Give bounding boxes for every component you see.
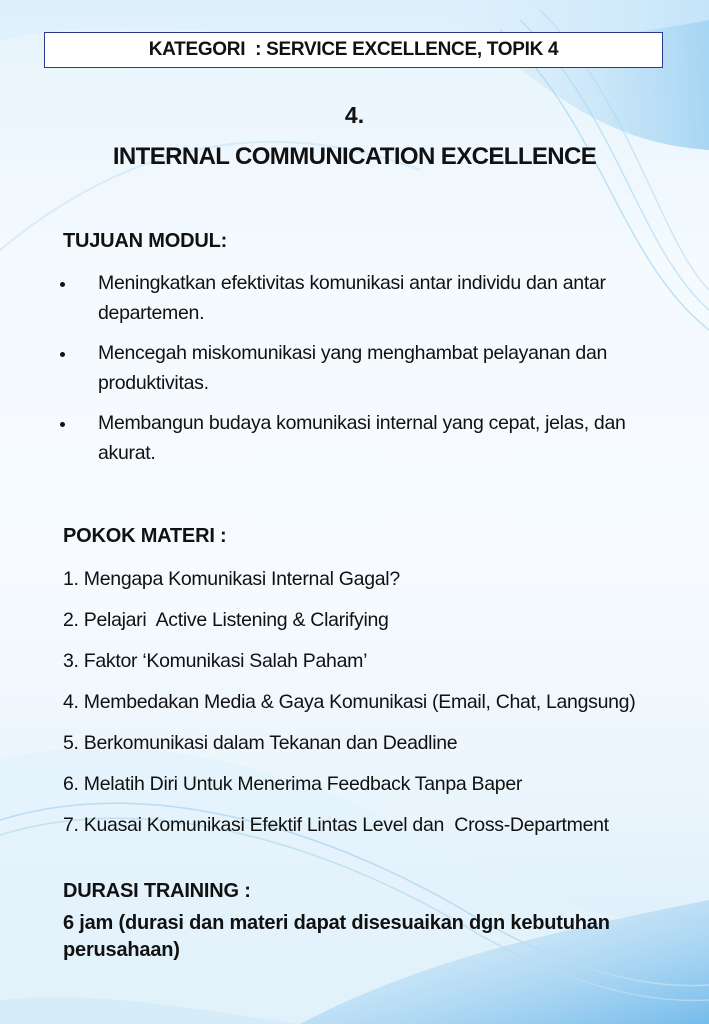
list-item <box>58 338 658 398</box>
bullet-icon <box>60 282 65 287</box>
bullet-icon <box>60 352 65 357</box>
module-title: INTERNAL COMMUNICATION EXCELLENCE <box>112 143 597 170</box>
list-item <box>58 408 658 468</box>
list-item: 2. Pelajari Active Listening & Clarifying <box>63 609 389 631</box>
category-label: KATEGORI : SERVICE EXCELLENCE, TOPIK 4 <box>148 39 559 60</box>
duration-heading: DURASI TRAINING : <box>63 880 251 902</box>
list-item: 6. Melatih Diri Untuk Menerima Feedback Tanpa Baper <box>63 773 523 795</box>
topics-heading: POKOK MATERI : <box>63 525 227 547</box>
objectives-list <box>58 268 658 478</box>
module-number: 4. <box>344 102 365 128</box>
list-item: 3. Faktor ‘Komunikasi Salah Paham’ <box>63 650 368 672</box>
list-item <box>58 268 658 328</box>
category-header-box <box>44 32 663 68</box>
objectives-heading: TUJUAN MODUL: <box>63 230 228 252</box>
bullet-icon <box>60 422 65 427</box>
objective-text: Mencegah miskomunikasi yang menghambat pelayanan dan produktivitas. <box>98 342 608 394</box>
list-item: 4. Membedakan Media & Gaya Komunikasi (Email, Chat, Langsung) <box>63 691 636 713</box>
objective-text: Meningkatkan efektivitas komunikasi antar individu dan antar departemen. <box>98 272 606 324</box>
list-item: 5. Berkomunikasi dalam Tekanan dan Deadline <box>63 732 458 754</box>
duration-text: 6 jam (durasi dan materi dapat disesuaikan dgn kebutuhan perusahaan) <box>63 912 610 961</box>
list-item: 7. Kuasai Komunikasi Efektif Lintas Level dan Cross-Department <box>63 814 609 836</box>
objective-text: Membangun budaya komunikasi internal yang cepat, jelas, dan akurat. <box>98 412 626 464</box>
topics-list <box>63 564 683 851</box>
list-item: 1. Mengapa Komunikasi Internal Gagal? <box>63 568 400 590</box>
